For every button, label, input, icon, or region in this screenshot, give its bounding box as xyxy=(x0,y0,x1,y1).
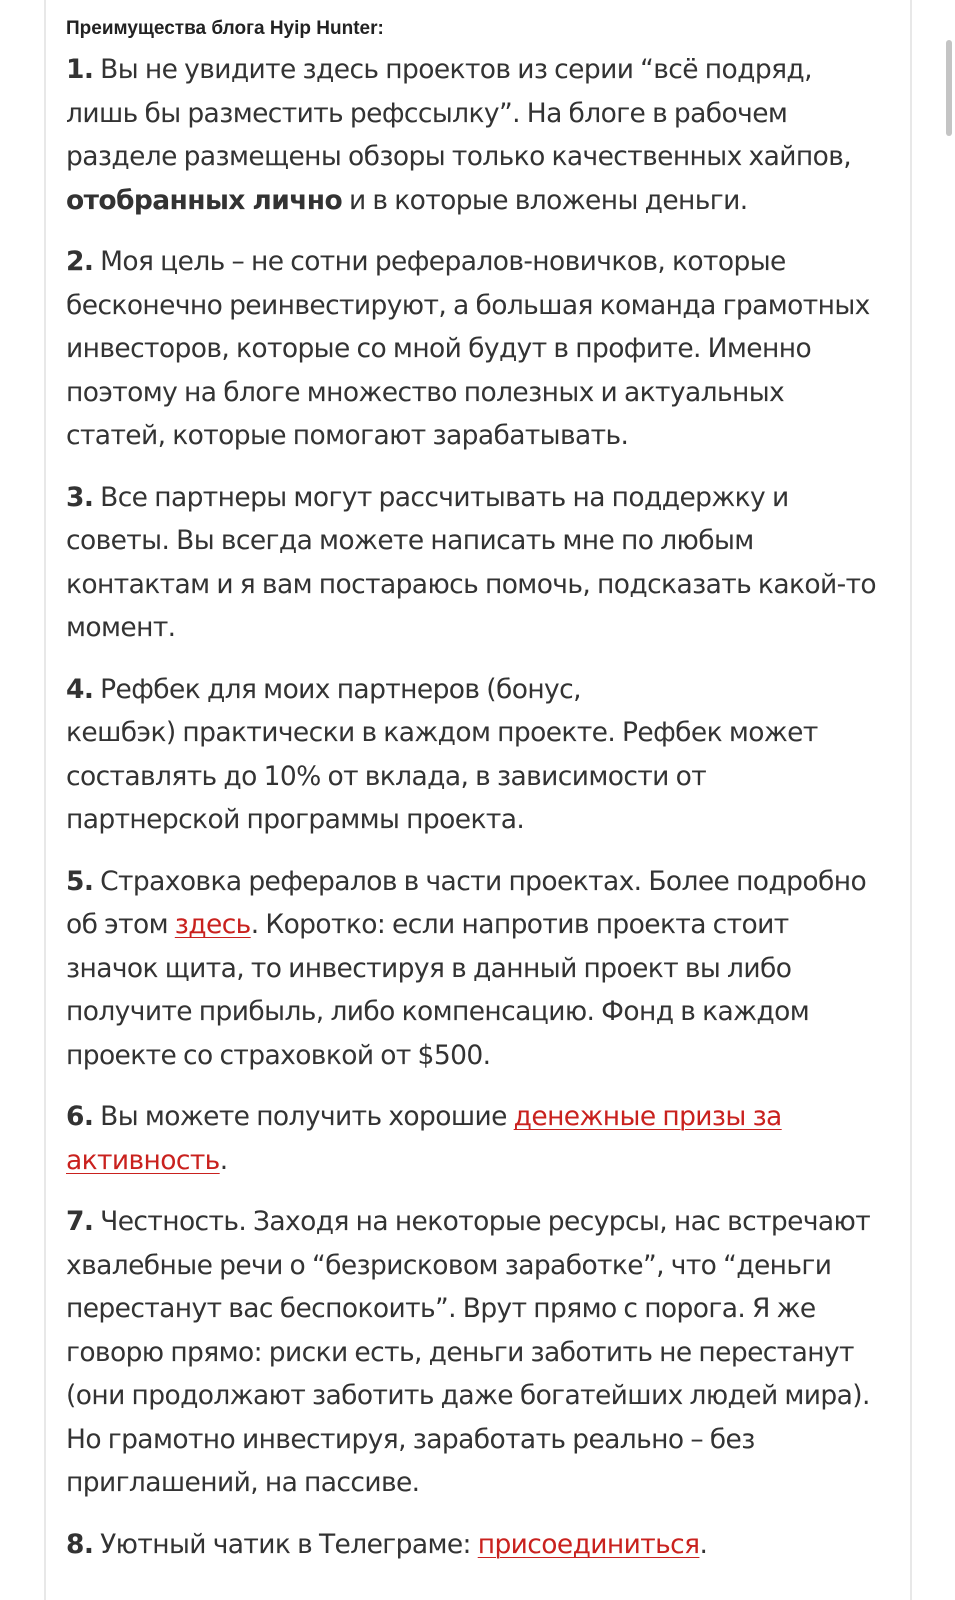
item-text: Рефбек для моих партнеров (бонус, xyxy=(93,673,581,705)
advantage-item-1 xyxy=(66,48,886,222)
advantage-item-3 xyxy=(66,476,886,650)
item-text: Страховка рефералов в части проектах. Более подробно об этом xyxy=(66,865,867,940)
item-number: 3. xyxy=(66,481,94,513)
telegram-chat-join-link[interactable]: присоединиться xyxy=(477,1528,700,1560)
section-heading: Преимущества блога Hyip Hunter: xyxy=(66,18,384,39)
advantage-item-4 xyxy=(66,668,886,842)
article-body xyxy=(66,14,886,1584)
item-text: Уютный чатик в Телеграме: xyxy=(93,1528,478,1560)
item-number: 6. xyxy=(66,1101,94,1132)
cash-prizes-link[interactable]: денежные призы за активность xyxy=(66,1101,782,1176)
item-text: Вы можете получить хорошие xyxy=(93,1101,514,1132)
content-border-right xyxy=(910,0,912,1600)
advantage-item-8 xyxy=(66,1523,886,1567)
item-number: 5. xyxy=(66,865,94,897)
advantage-item-6 xyxy=(66,1095,886,1182)
item-text: кешбэк) практически в каждом проекте. Рефбек может составлять до 10% от вклада, в зависимости от партнерской программы проекта. xyxy=(66,717,818,835)
item-number: 7. xyxy=(66,1206,94,1237)
item-text: Все партнеры могут рассчитывать на поддержку и советы. Вы всегда можете написать мне по любым контактам и я вам постараюсь помочь, подсказать какой-то момент. xyxy=(66,481,877,643)
item-number: 2. xyxy=(66,246,94,277)
scrollbar-thumb[interactable] xyxy=(946,40,952,136)
item-text: и в которые вложены деньги. xyxy=(342,184,748,216)
item-number: 4. xyxy=(66,673,94,705)
advantage-item-5 xyxy=(66,860,886,1078)
item-number: 8. xyxy=(66,1528,94,1560)
advantage-item-7 xyxy=(66,1200,886,1505)
advantage-item-2 xyxy=(66,240,886,458)
item-text: . xyxy=(699,1528,708,1560)
content-border-left xyxy=(44,0,46,1600)
item-text: Моя цель – не сотни рефералов-новичков, которые бесконечно реинвестируют, а большая команда грамотных инвесторов, которые со мной будут в профите. Именно поэтому на блоге множество полезных и актуальных статей, которые помогают зарабатывать. xyxy=(66,246,870,451)
insurance-details-link[interactable]: здесь xyxy=(174,909,251,940)
item-number: 1. xyxy=(66,54,94,85)
item-text: . xyxy=(219,1144,228,1176)
item-text: . Коротко: если напротив проекта стоит значок щита, то инвестируя в данный проект вы либо получите прибыль, либо компенсацию. Фонд в каждом проекте со страховкой от $500. xyxy=(66,909,810,1071)
item-text: Честность. Заходя на некоторые ресурсы, нас встречают хвалебные речи о “безрисковом заработке”, что “деньги перестанут вас беспокоить”. Врут прямо с порога. Я же говорю прямо: риски есть, деньги заботить не перестанут (они продолжают заботить даже богатейших людей мира). Но грамотно инвестируя, заработать реально – без приглашений, на пассиве. xyxy=(66,1206,871,1498)
item-text: Вы не увидите здесь проектов из серии “всё подряд, лишь бы разместить рефссылку”. На блоге в рабочем разделе размещены обзоры только качественных хайпов, xyxy=(66,54,852,172)
item-bold-text: отобранных лично xyxy=(66,184,343,216)
